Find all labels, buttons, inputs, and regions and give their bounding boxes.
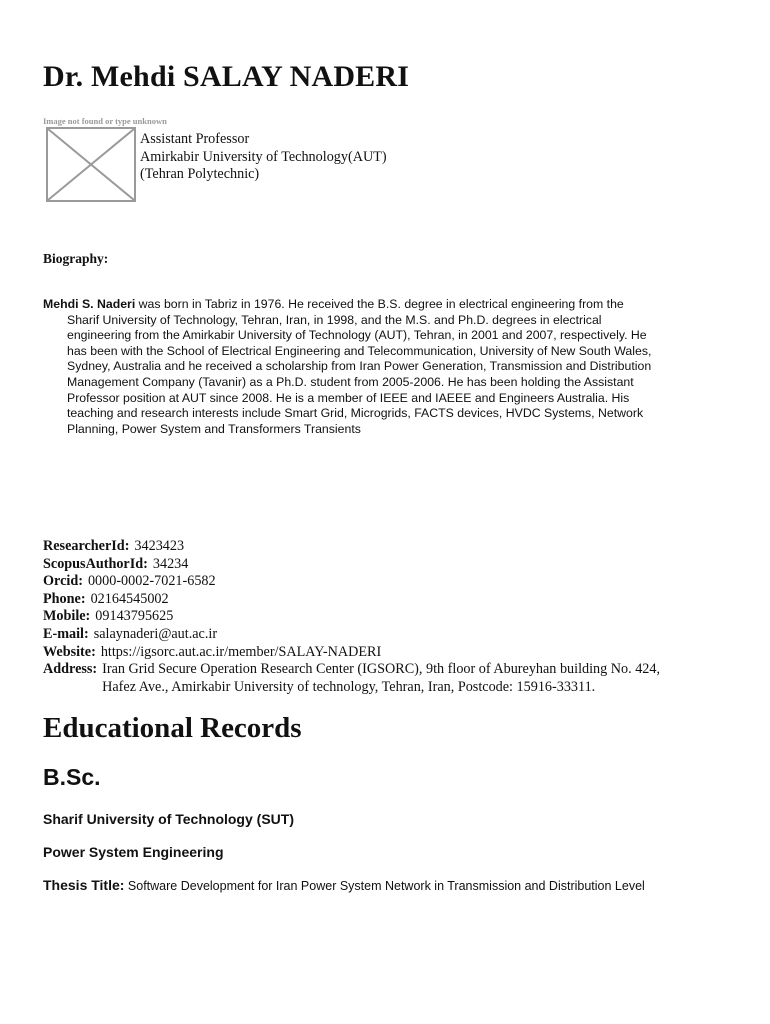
phone-value: 02164545002	[90, 590, 169, 607]
biography-text	[43, 297, 713, 437]
thesis-info	[43, 877, 645, 893]
biography-subject-name: Mehdi S. Naderi	[43, 297, 136, 311]
thesis-title: Software Development for Iran Power System Network in Transmission and Distribution Level	[127, 879, 645, 893]
biography-line: Management Company (Tavanir) as a Ph.D. student from 2005-2006. He has been holding the Assistant	[67, 374, 634, 389]
researcher-id-value: 3423423	[134, 538, 185, 554]
mobile-value: 09143795625	[95, 608, 174, 625]
email-row	[43, 626, 743, 644]
phone-label: Phone:	[43, 590, 86, 607]
thesis-label: Thesis Title:	[43, 877, 125, 893]
address-value	[102, 661, 660, 696]
degree-heading: B.Sc.	[43, 764, 101, 790]
academic-title: Assistant Professor	[140, 131, 250, 147]
email-link[interactable]: salaynaderi@aut.ac.ir	[93, 625, 218, 642]
contact-info	[43, 538, 743, 696]
university-name: Amirkabir University of Technology(AUT)	[140, 148, 387, 165]
orcid-value[interactable]: 0000-0002-7021-6582	[87, 573, 216, 590]
biography-line: Sydney, Australia and he received a scholarship from Iran Power Generation, Transmission and Distribution	[67, 359, 652, 374]
broken-image-cross	[48, 129, 134, 200]
biography-line: engineering from the Amirkabir University of Technology (AUT), Tehran, in 2001 and 2007, respectively. He	[67, 328, 647, 343]
researcher-id-label: ResearcherId:	[43, 538, 130, 554]
educational-records-heading: Educational Records	[43, 712, 302, 744]
scopus-id-value: 34234	[152, 555, 189, 572]
biography-line: teaching and research interests include Smart Grid, Microgrids, FACTS devices, HVDC Systems, Network	[67, 406, 644, 421]
biography-line: Sharif University of Technology, Tehran, Iran, in 1998, and the M.S. and Ph.D. degrees in electrical	[67, 312, 602, 327]
orcid-label: Orcid:	[43, 573, 83, 590]
affiliation-block	[140, 131, 387, 184]
degree-field: Power System Engineering	[43, 844, 224, 860]
profile-name: Dr. Mehdi SALAY NADERI	[43, 60, 410, 93]
website-label: Website:	[43, 643, 96, 660]
biography-line: Planning, Power System and Transformers Transients	[67, 421, 361, 436]
mobile-label: Mobile:	[43, 608, 91, 625]
profile-photo	[43, 116, 167, 205]
biography-line: Professor position at AUT since 2008. He is a member of IEEE and IAEEE and Engineers Australia. His	[67, 390, 630, 405]
researcher-id-row	[43, 538, 743, 556]
address-line: Hafez Ave., Amirkabir University of technology, Tehran, Iran, Postcode: 15916-33311.	[102, 678, 596, 695]
scopus-id-row	[43, 556, 743, 574]
broken-image-icon	[46, 127, 136, 202]
website-row	[43, 644, 743, 662]
mobile-row	[43, 608, 743, 626]
orcid-row	[43, 573, 743, 591]
address-label: Address:	[43, 661, 98, 678]
phone-row	[43, 591, 743, 609]
photo-alt-text: Image not found or type unknown	[43, 116, 167, 126]
degree-university: Sharif University of Technology (SUT)	[43, 811, 294, 827]
biography-line: Mehdi S. Naderi was born in Tabriz in 1976. He received the B.S. degree in electrical engineering from the	[43, 297, 624, 311]
scopus-id-label: ScopusAuthorId:	[43, 555, 148, 572]
address-row	[43, 661, 743, 696]
biography-line: has been with the School of Electrical Engineering and Telecommunication, University of New South Wales,	[67, 343, 652, 358]
university-alt-name: (Tehran Polytechnic)	[140, 166, 260, 182]
biography-heading: Biography:	[43, 251, 109, 266]
email-label: E-mail:	[43, 625, 89, 642]
website-link[interactable]: https://igsorc.aut.ac.ir/member/SALAY-NADERI	[100, 643, 382, 660]
address-line: Iran Grid Secure Operation Research Center (IGSORC), 9th floor of Abureyhan building No. 424,	[102, 661, 661, 678]
